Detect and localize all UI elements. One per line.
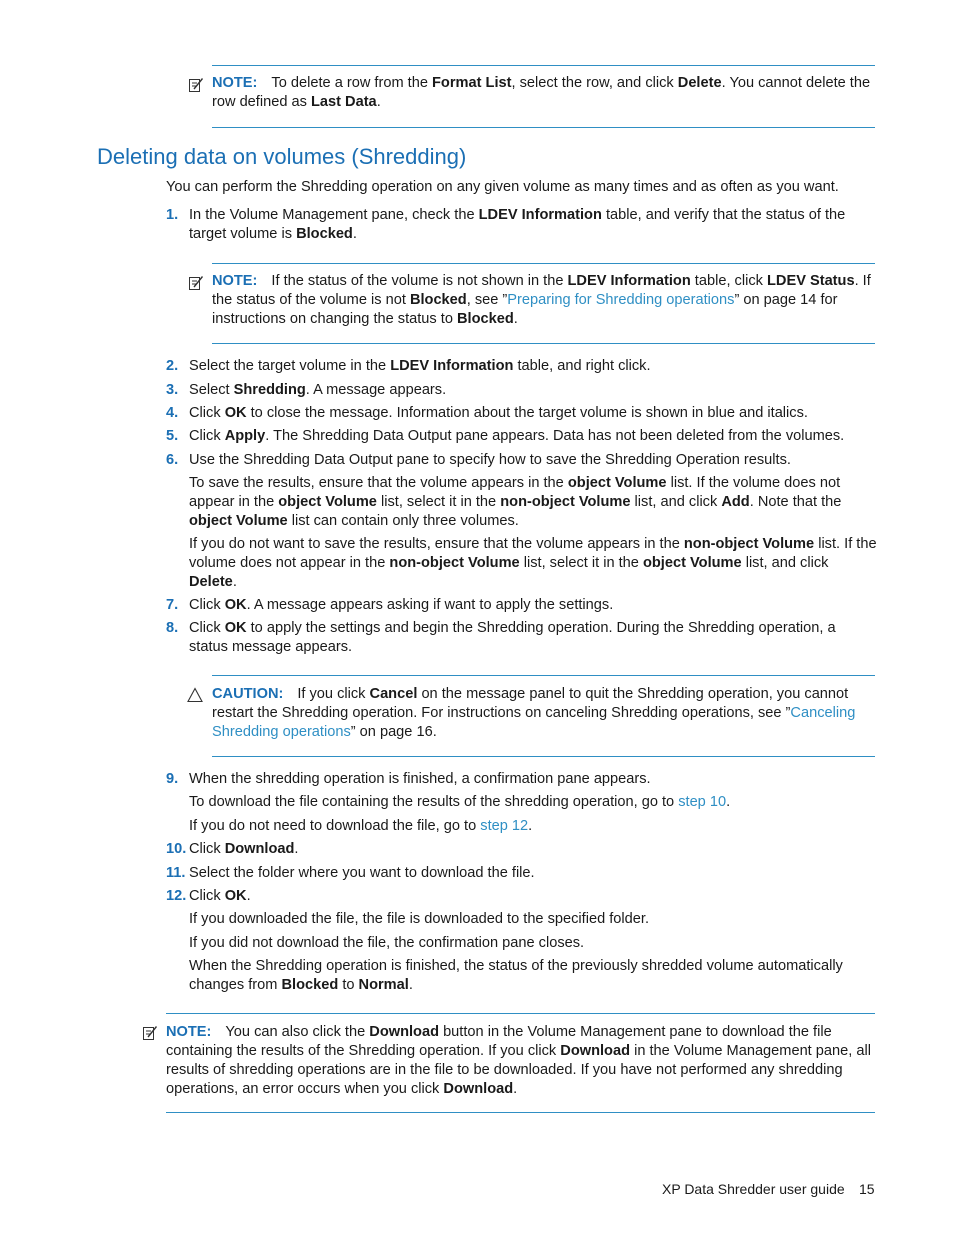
caution-text: CAUTION: If you click Cancel on the message panel to quit the Shredding operation, you cannot restart the Shredding operation. For instructions on canceling Shredding operations, see ”Canceling Shredding operations” on page 16. bbox=[212, 686, 856, 740]
step-number: 7. bbox=[166, 597, 179, 613]
note-label: NOTE: bbox=[212, 75, 258, 91]
caution-top-rule bbox=[212, 675, 875, 676]
caution-label: CAUTION: bbox=[212, 686, 284, 702]
step1-text: In the Volume Management pane, check the LDEV Information table, and verify that the status of the target volume is Blocked. bbox=[189, 207, 846, 242]
step5-text: Click Apply. The Shredding Data Output pane appears. Data has not been deleted from the volumes. bbox=[189, 428, 845, 444]
step8-text: Click OK to apply the settings and begin the Shredding operation. During the Shredding operation, a status message appears. bbox=[189, 620, 836, 655]
step2-text: Select the target volume in the LDEV Information table, and right click. bbox=[189, 358, 651, 374]
footer-title: XP Data Shredder user guide bbox=[662, 1181, 845, 1197]
note3-bottom-rule bbox=[166, 1112, 875, 1113]
note2-text: NOTE: If the status of the volume is not shown in the LDEV Information table, click LDEV Status. If the status of the volume is not Blocked, see ”Preparing for Shredding operations” on page 14 for instructions on changing the status to Blocked. bbox=[212, 273, 871, 327]
step12-not-downloaded-paragraph: If you did not download the file, the confirmation pane closes. bbox=[189, 935, 585, 951]
note2-top-rule bbox=[212, 263, 875, 264]
note1-top-rule bbox=[212, 65, 875, 66]
step-number: 3. bbox=[166, 382, 179, 398]
step4-text: Click OK to close the message. Information about the target volume is shown in blue and italics. bbox=[189, 405, 808, 421]
step-number: 5. bbox=[166, 428, 179, 444]
warning-triangle-icon bbox=[187, 687, 203, 703]
step6-text: Use the Shredding Data Output pane to specify how to save the Shredding Operation results. bbox=[189, 452, 791, 468]
step12-downloaded-paragraph: If you downloaded the file, the file is downloaded to the specified folder. bbox=[189, 911, 650, 927]
step7-text: Click OK. A message appears asking if want to apply the settings. bbox=[189, 597, 614, 613]
step-number: 2. bbox=[166, 358, 179, 374]
note-icon bbox=[188, 77, 204, 93]
note-label: NOTE: bbox=[166, 1024, 212, 1040]
step-number: 8. bbox=[166, 620, 179, 636]
step-number: 4. bbox=[166, 405, 179, 421]
step9-download-paragraph: To download the file containing the results of the shredding operation, go to step 10. bbox=[189, 794, 731, 810]
caution-bottom-rule bbox=[212, 756, 875, 757]
note1-bottom-rule bbox=[212, 127, 875, 128]
section-heading: Deleting data on volumes (Shredding) bbox=[97, 144, 467, 169]
step9-skip-paragraph: If you do not need to download the file, go to step 12. bbox=[189, 818, 533, 834]
step-number: 6. bbox=[166, 452, 179, 468]
step10-text: Click Download. bbox=[189, 841, 299, 857]
link-canceling-shredding[interactable]: Canceling Shredding operations bbox=[212, 705, 856, 740]
step-number: 1. bbox=[166, 207, 179, 223]
step-number: 11. bbox=[166, 865, 186, 881]
note3-top-rule bbox=[166, 1013, 875, 1014]
note2-bottom-rule bbox=[212, 343, 875, 344]
note-icon bbox=[188, 275, 204, 291]
step-number: 10. bbox=[166, 841, 187, 857]
step11-text: Select the folder where you want to download the file. bbox=[189, 865, 535, 881]
note1-text: NOTE: To delete a row from the Format List, select the row, and click Delete. You cannot delete the row defined as Last Data. bbox=[212, 75, 871, 110]
step6-save-paragraph: To save the results, ensure that the volume appears in the object Volume list. If the volume does not appear in the object Volume list, select it in the non-object Volume list, and click Add. Note that the object Volume list can contain only three volumes. bbox=[189, 475, 842, 529]
step-number: 9. bbox=[166, 771, 179, 787]
page-number: 15 bbox=[859, 1181, 875, 1197]
step12-text: Click OK. bbox=[189, 888, 251, 904]
link-preparing-for-shredding[interactable]: Preparing for Shredding operations bbox=[507, 292, 735, 308]
step3-text: Select Shredding. A message appears. bbox=[189, 382, 447, 398]
step-number: 12. bbox=[166, 888, 187, 904]
step12-status-paragraph: When the Shredding operation is finished, the status of the previously shredded volume automatically changes from Blocked to Normal. bbox=[189, 958, 843, 993]
link-step-12[interactable]: step 12 bbox=[480, 818, 529, 834]
intro-paragraph: You can perform the Shredding operation on any given volume as many times and as often as you want. bbox=[166, 179, 839, 195]
step6-nosave-paragraph: If you do not want to save the results, ensure that the volume appears in the non-object Volume list. If the volume does not appear in the non-object Volume list, select it in the object Volume list, and click Delete. bbox=[189, 536, 877, 590]
step9-text: When the shredding operation is finished, a confirmation pane appears. bbox=[189, 771, 651, 787]
note3-text: NOTE: You can also click the Download button in the Volume Management pane to download the file containing the results of the Shredding operation. If you click Download in the Volume Management pane, all results of shredding operations are in the file to be downloaded. If you have not performed any shredding operations, an error occurs when you click Download. bbox=[166, 1024, 871, 1097]
link-step-10[interactable]: step 10 bbox=[678, 794, 727, 810]
note-icon bbox=[142, 1025, 158, 1041]
note-label: NOTE: bbox=[212, 273, 258, 289]
